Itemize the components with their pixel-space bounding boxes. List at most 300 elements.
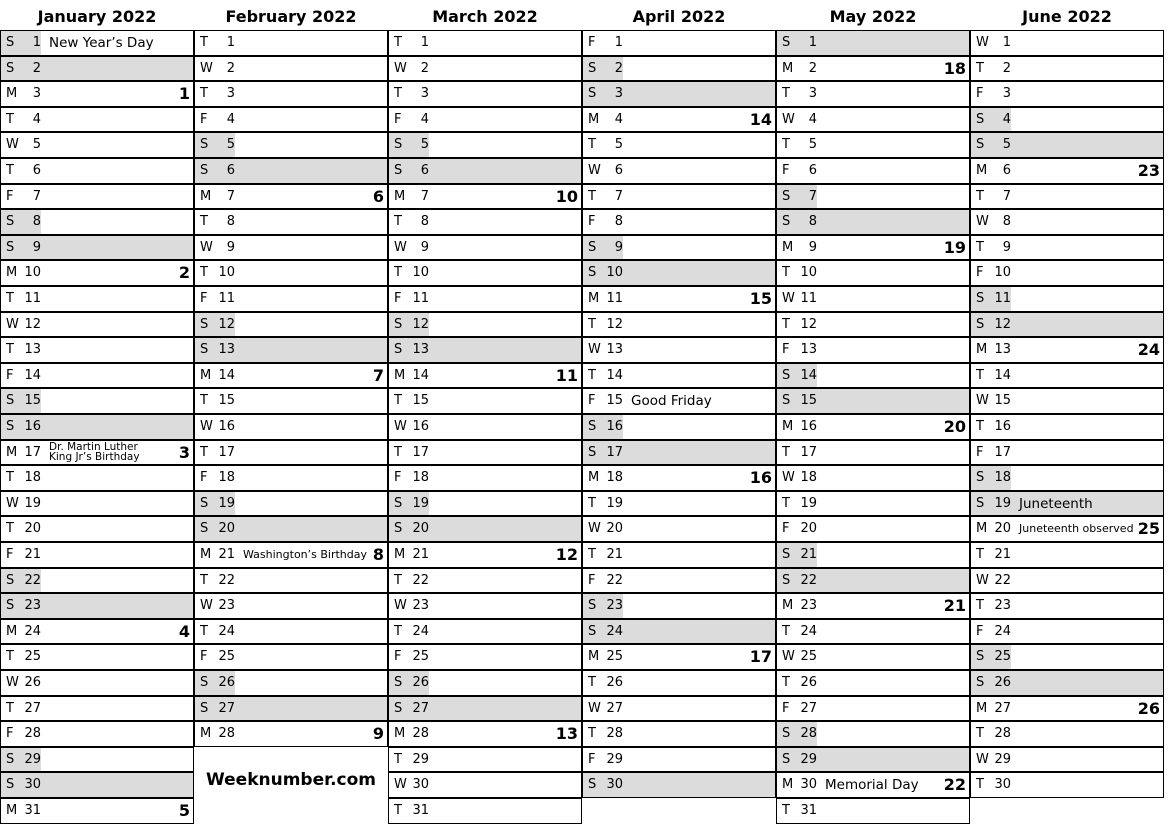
- weekday-letter: W: [976, 35, 989, 50]
- weekday-letter: S: [588, 265, 597, 281]
- day-number: 30: [606, 777, 623, 793]
- weekday-letter: M: [588, 291, 600, 306]
- weekday-letter: S: [6, 572, 15, 588]
- day-number: 23: [606, 598, 623, 614]
- day-number: 3: [226, 86, 235, 102]
- weekday-letter: S: [782, 547, 791, 562]
- weekday-letter: T: [588, 547, 596, 562]
- day-number: 3: [808, 86, 817, 102]
- day-row: [776, 721, 970, 747]
- weekday-letter: M: [200, 188, 212, 204]
- day-row: [582, 184, 776, 210]
- day-number: 9: [32, 239, 41, 255]
- day-number: 15: [606, 393, 623, 409]
- day-row: [194, 696, 388, 722]
- day-number: 1: [808, 35, 817, 50]
- weekday-letter: M: [394, 367, 406, 383]
- day-number: 1: [226, 35, 235, 50]
- weekday-letter: S: [976, 316, 985, 332]
- weekday-letter: T: [588, 316, 596, 332]
- day-number: 29: [606, 751, 623, 767]
- weekday-letter: T: [588, 137, 596, 153]
- weekday-letter: M: [782, 60, 794, 76]
- weekday-letter: S: [588, 419, 597, 434]
- month-title: March 2022: [432, 7, 538, 26]
- day-number: 19: [994, 495, 1011, 511]
- week-number: 9: [372, 724, 384, 744]
- day-number: 21: [218, 547, 235, 562]
- day-row: [776, 772, 970, 798]
- day-row: [582, 312, 776, 338]
- day-row: [582, 56, 776, 82]
- weekday-letter: T: [394, 572, 402, 588]
- day-number: 28: [800, 726, 817, 742]
- day-number: 14: [412, 367, 429, 383]
- month-column: [194, 0, 388, 744]
- day-row: [970, 235, 1164, 261]
- day-number: 25: [24, 649, 41, 665]
- day-number: 6: [808, 163, 817, 178]
- day-number: 30: [24, 777, 41, 793]
- weekday-letter: M: [782, 239, 794, 255]
- day-number: 17: [800, 444, 817, 460]
- day-number: 4: [420, 111, 429, 127]
- day-number: 15: [994, 393, 1011, 409]
- day-number: 21: [24, 547, 41, 562]
- day-row: [970, 286, 1164, 312]
- day-number: 10: [218, 265, 235, 281]
- week-number: 14: [749, 109, 772, 129]
- weekday-letter: T: [976, 598, 984, 614]
- week-number: 4: [178, 621, 190, 641]
- day-number: 8: [32, 214, 41, 230]
- day-row: [776, 798, 970, 824]
- week-number: 11: [555, 365, 578, 385]
- day-row: [194, 132, 388, 158]
- day-row: [388, 132, 582, 158]
- day-row: [194, 644, 388, 670]
- day-row: [388, 798, 582, 824]
- week-number: 8: [372, 545, 384, 564]
- day-row: [0, 363, 194, 389]
- day-row: [194, 593, 388, 619]
- day-number: 20: [606, 521, 623, 537]
- day-number: 9: [614, 239, 623, 255]
- day-number: 2: [1002, 60, 1011, 76]
- day-row: [388, 491, 582, 517]
- day-row: [776, 81, 970, 107]
- day-number: 29: [800, 751, 817, 767]
- month-title: May 2022: [829, 7, 917, 26]
- weekday-letter: S: [976, 137, 985, 153]
- weekday-letter: M: [976, 163, 988, 178]
- day-row: [582, 696, 776, 722]
- day-number: 1: [420, 35, 429, 50]
- day-number: 8: [226, 214, 235, 230]
- day-number: 24: [800, 623, 817, 639]
- day-number: 27: [606, 700, 623, 716]
- weekday-letter: S: [588, 777, 597, 793]
- day-number: 13: [412, 342, 429, 358]
- day-number: 27: [412, 700, 429, 716]
- day-number: 3: [32, 86, 41, 102]
- day-row: [194, 260, 388, 286]
- day-number: 29: [412, 751, 429, 767]
- day-row: [970, 619, 1164, 645]
- day-row: [776, 619, 970, 645]
- day-number: 8: [614, 214, 623, 230]
- day-row: [776, 696, 970, 722]
- day-number: 6: [614, 163, 623, 178]
- holiday-label: Good Friday: [631, 393, 712, 410]
- day-row: [970, 56, 1164, 82]
- brand-logo-text[interactable]: Weeknumber.com: [205, 770, 377, 790]
- weekday-letter: W: [588, 342, 601, 358]
- day-number: 7: [32, 188, 41, 204]
- week-number: 18: [943, 58, 966, 78]
- day-row: [194, 465, 388, 491]
- day-row: [970, 363, 1164, 389]
- weekday-letter: W: [976, 751, 989, 767]
- weekday-letter: W: [588, 700, 601, 716]
- weekday-letter: S: [6, 393, 15, 409]
- holiday-label: Dr. Martin Luther King Jr’s Birthday: [49, 440, 140, 464]
- day-row: [0, 593, 194, 619]
- day-row: [970, 772, 1164, 798]
- day-row: [194, 363, 388, 389]
- day-row: [194, 491, 388, 517]
- day-row: [776, 414, 970, 440]
- day-row: [776, 593, 970, 619]
- day-row: [582, 670, 776, 696]
- day-number: 28: [994, 726, 1011, 742]
- week-number: 26: [1137, 698, 1160, 718]
- day-number: 12: [800, 316, 817, 332]
- weekday-letter: T: [200, 572, 208, 588]
- weekday-letter: M: [588, 649, 600, 665]
- day-number: 8: [808, 214, 817, 230]
- week-number: 16: [749, 468, 772, 488]
- weekday-letter: T: [200, 35, 208, 50]
- weekday-letter: S: [782, 572, 791, 588]
- day-number: 10: [24, 265, 41, 281]
- holiday-label: Washington’s Birthday: [243, 548, 368, 561]
- day-row: [776, 747, 970, 773]
- day-number: 12: [994, 316, 1011, 332]
- weekday-letter: W: [588, 163, 601, 178]
- weekday-letter: T: [782, 495, 790, 511]
- weekday-letter: S: [394, 675, 403, 690]
- month-column: [0, 0, 194, 820]
- weekday-letter: T: [976, 547, 984, 562]
- weekday-letter: S: [394, 700, 403, 716]
- weekday-letter: T: [394, 35, 402, 50]
- day-row: [582, 465, 776, 491]
- weekday-letter: F: [200, 649, 208, 665]
- day-row: [388, 286, 582, 312]
- weekday-letter: S: [200, 342, 209, 358]
- weekday-letter: T: [394, 623, 402, 639]
- week-number: 5: [178, 801, 190, 820]
- day-number: 18: [24, 470, 41, 486]
- day-row: [582, 388, 776, 414]
- day-number: 15: [412, 393, 429, 409]
- day-row: [776, 465, 970, 491]
- weekday-letter: T: [394, 393, 402, 409]
- day-number: 17: [994, 444, 1011, 460]
- day-row: [388, 158, 582, 184]
- day-number: 23: [994, 598, 1011, 614]
- day-row: [388, 56, 582, 82]
- day-row: [194, 235, 388, 261]
- day-number: 18: [606, 470, 623, 486]
- weekday-letter: F: [782, 521, 790, 537]
- day-row: [194, 158, 388, 184]
- weekday-letter: S: [976, 111, 985, 127]
- day-number: 22: [606, 572, 623, 588]
- week-number: 20: [943, 417, 966, 436]
- week-number: 2: [178, 263, 190, 283]
- day-row: [0, 798, 194, 824]
- day-row: [388, 696, 582, 722]
- weekday-letter: M: [782, 419, 794, 434]
- day-number: 10: [412, 265, 429, 281]
- weekday-letter: S: [394, 495, 403, 511]
- day-row: [388, 388, 582, 414]
- weekday-letter: S: [394, 163, 403, 178]
- week-number: 21: [943, 596, 966, 616]
- month-title: April 2022: [632, 7, 726, 26]
- weekday-letter: F: [588, 751, 596, 767]
- week-number: 3: [178, 442, 190, 462]
- weekday-letter: S: [200, 495, 209, 511]
- weekday-letter: T: [6, 163, 14, 178]
- weekday-letter: M: [588, 470, 600, 486]
- weekday-letter: W: [976, 214, 989, 230]
- weekday-letter: S: [782, 214, 791, 230]
- weekday-letter: W: [394, 777, 407, 793]
- day-number: 3: [1002, 86, 1011, 102]
- day-number: 20: [412, 521, 429, 537]
- day-number: 4: [226, 111, 235, 127]
- weekday-letter: W: [782, 111, 795, 127]
- weekday-letter: S: [782, 188, 791, 204]
- day-row: [970, 184, 1164, 210]
- weekday-letter: S: [782, 726, 791, 742]
- day-number: 9: [226, 239, 235, 255]
- day-number: 28: [218, 726, 235, 742]
- weekday-letter: T: [394, 265, 402, 281]
- day-row: [582, 107, 776, 133]
- day-number: 19: [218, 495, 235, 511]
- week-number: 13: [555, 724, 578, 744]
- day-number: 13: [994, 342, 1011, 358]
- day-row: [0, 235, 194, 261]
- day-row: [776, 107, 970, 133]
- day-number: 25: [412, 649, 429, 665]
- weekday-letter: S: [588, 598, 597, 614]
- day-row: [388, 747, 582, 773]
- weekday-letter: F: [588, 35, 596, 50]
- day-number: 8: [1002, 214, 1011, 230]
- day-number: 26: [412, 675, 429, 690]
- day-number: 10: [800, 265, 817, 281]
- day-number: 21: [800, 547, 817, 562]
- weekday-letter: T: [200, 86, 208, 102]
- weekday-letter: F: [6, 726, 14, 742]
- day-row: [0, 158, 194, 184]
- day-row: [388, 619, 582, 645]
- weekday-letter: M: [782, 598, 794, 614]
- day-row: [194, 30, 388, 56]
- day-row: [194, 81, 388, 107]
- month-column: [582, 0, 776, 793]
- week-number: 1: [178, 84, 190, 104]
- weekday-letter: T: [976, 419, 984, 434]
- day-row: [388, 337, 582, 363]
- weekday-letter: M: [588, 111, 600, 127]
- day-number: 16: [24, 419, 41, 434]
- day-number: 2: [226, 60, 235, 76]
- weekday-letter: T: [394, 214, 402, 230]
- weekday-letter: S: [782, 751, 791, 767]
- day-number: 21: [994, 547, 1011, 562]
- weekday-letter: S: [976, 649, 985, 665]
- day-number: 3: [614, 86, 623, 102]
- day-number: 13: [606, 342, 623, 358]
- day-number: 15: [24, 393, 41, 409]
- day-number: 18: [412, 470, 429, 486]
- day-row: [388, 440, 582, 466]
- day-row: [0, 721, 194, 747]
- day-row: [194, 337, 388, 363]
- day-row: [582, 158, 776, 184]
- day-number: 7: [808, 188, 817, 204]
- holiday-label: Juneteenth observed: [1019, 522, 1134, 536]
- weekday-letter: T: [782, 444, 790, 460]
- day-row: [970, 312, 1164, 338]
- day-number: 5: [1002, 137, 1011, 153]
- day-row: [194, 670, 388, 696]
- day-row: [776, 30, 970, 56]
- weekday-letter: M: [6, 265, 18, 281]
- day-number: 12: [606, 316, 623, 332]
- day-number: 5: [420, 137, 429, 153]
- weekday-letter: F: [200, 470, 208, 486]
- day-number: 7: [420, 188, 429, 204]
- day-row: [194, 56, 388, 82]
- week-number: 23: [1137, 161, 1160, 180]
- day-row: [388, 721, 582, 747]
- weekday-letter: W: [976, 393, 989, 409]
- weekday-letter: W: [394, 598, 407, 614]
- day-number: 28: [412, 726, 429, 742]
- weekday-letter: F: [6, 547, 14, 562]
- weekday-letter: M: [976, 521, 988, 537]
- day-number: 20: [218, 521, 235, 537]
- weekday-letter: S: [200, 137, 209, 153]
- day-row: [970, 696, 1164, 722]
- day-number: 29: [994, 751, 1011, 767]
- weekday-letter: M: [394, 726, 406, 742]
- weekday-letter: T: [782, 623, 790, 639]
- weekday-letter: S: [588, 623, 597, 639]
- weekday-letter: M: [200, 367, 212, 383]
- day-number: 28: [606, 726, 623, 742]
- weekday-letter: S: [976, 470, 985, 486]
- weekday-letter: W: [6, 495, 19, 511]
- weekday-letter: S: [6, 239, 15, 255]
- weekday-letter: W: [588, 521, 601, 537]
- day-row: [582, 568, 776, 594]
- day-number: 11: [800, 291, 817, 306]
- week-number: 17: [749, 647, 772, 667]
- week-number: 22: [943, 775, 966, 795]
- day-number: 20: [800, 521, 817, 537]
- weekday-letter: W: [200, 60, 213, 76]
- month-title: June 2022: [1022, 7, 1112, 26]
- weekday-letter: S: [394, 342, 403, 358]
- day-number: 5: [808, 137, 817, 153]
- day-row: [0, 696, 194, 722]
- weekday-letter: T: [588, 188, 596, 204]
- day-row: [0, 542, 194, 568]
- day-row: [776, 337, 970, 363]
- weekday-letter: F: [976, 444, 984, 460]
- weekday-letter: T: [6, 700, 14, 716]
- day-row: [0, 260, 194, 286]
- day-row: [776, 644, 970, 670]
- day-number: 7: [614, 188, 623, 204]
- day-number: 18: [218, 470, 235, 486]
- day-row: [582, 516, 776, 542]
- day-number: 2: [808, 60, 817, 76]
- day-number: 6: [226, 163, 235, 178]
- day-number: 19: [24, 495, 41, 511]
- day-number: 25: [994, 649, 1011, 665]
- day-number: 19: [800, 495, 817, 511]
- weekday-letter: S: [588, 239, 597, 255]
- day-row: [776, 568, 970, 594]
- weekday-letter: M: [976, 342, 988, 358]
- day-row: [0, 772, 194, 798]
- week-number: 24: [1137, 340, 1160, 360]
- weekday-letter: S: [200, 521, 209, 537]
- day-row: [582, 235, 776, 261]
- day-row: [582, 644, 776, 670]
- day-number: 3: [420, 86, 429, 102]
- day-row: [776, 56, 970, 82]
- weekday-letter: S: [394, 316, 403, 332]
- day-row: [194, 619, 388, 645]
- day-row: [776, 388, 970, 414]
- day-row: [970, 337, 1164, 363]
- day-number: 16: [606, 419, 623, 434]
- day-number: 4: [1002, 111, 1011, 127]
- day-row: [388, 30, 582, 56]
- day-number: 4: [32, 111, 41, 127]
- weekday-letter: F: [394, 111, 402, 127]
- day-number: 2: [32, 60, 41, 76]
- holiday-label: Juneteenth: [1019, 495, 1093, 512]
- day-row: [388, 107, 582, 133]
- day-row: [970, 644, 1164, 670]
- day-number: 14: [218, 367, 235, 383]
- day-row: [776, 516, 970, 542]
- weekday-letter: S: [976, 495, 985, 511]
- day-row: [0, 312, 194, 338]
- weekday-letter: S: [6, 214, 15, 230]
